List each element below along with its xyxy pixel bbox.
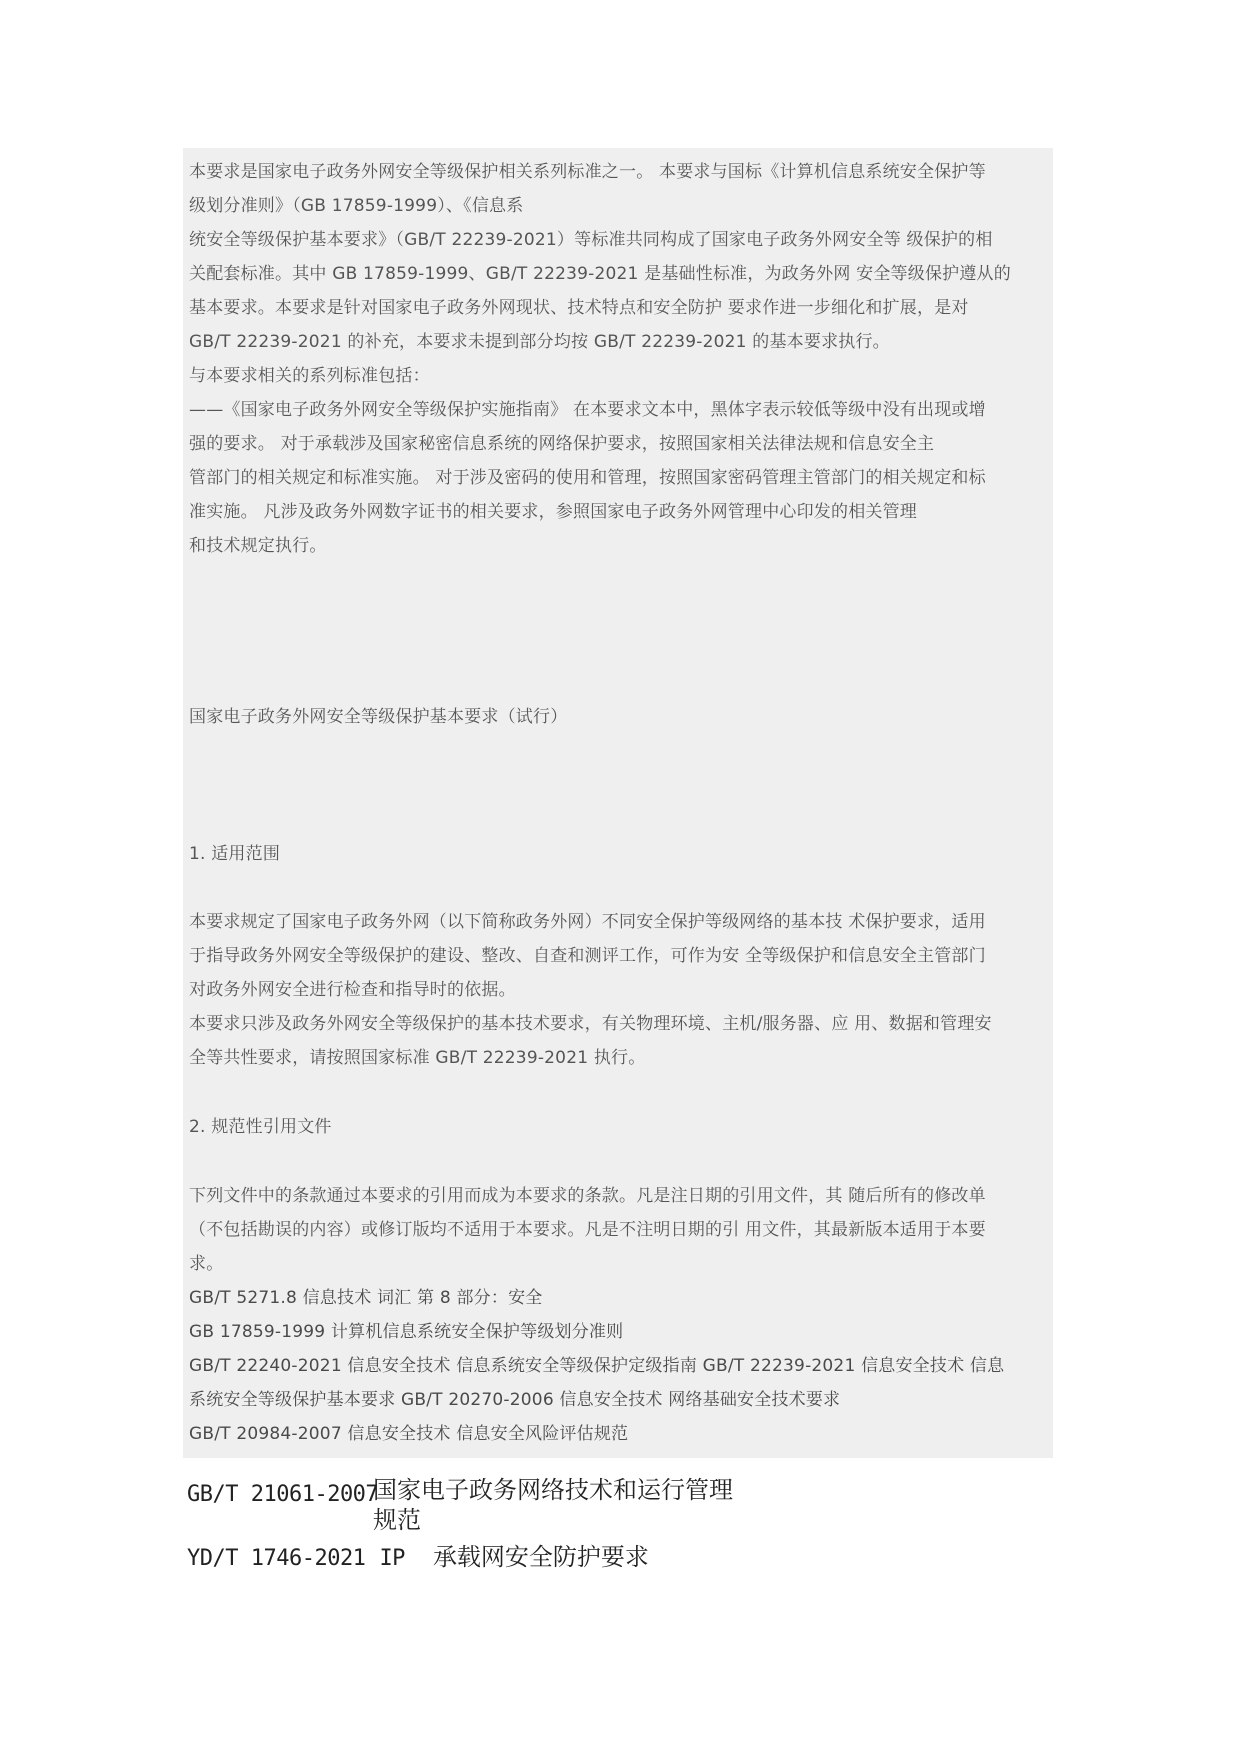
intro-line: 强的要求。 对于承载涉及国家秘密信息系统的网络保护要求，按照国家相关法律法规和信息安全主 — [189, 434, 935, 454]
reference-ydt-1746 — [187, 1542, 649, 1574]
reference-title-continued: 规范 — [373, 1506, 421, 1534]
section1-line: 全等共性要求，请按照国家标准 GB/T 22239-2021 执行。 — [189, 1048, 646, 1068]
intro-line: 级划分准则》（GB 17859-1999）、《信息系 — [189, 196, 524, 216]
intro-line: 关配套标准。其中 GB 17859-1999、GB/T 22239-2021 是基础性标准，为政务外网 安全等级保护遵从的 — [189, 264, 1011, 284]
section-heading-references: 2. 规范性引用文件 — [189, 1117, 332, 1137]
reference-title: 承载网安全防护要求 — [432, 1543, 649, 1571]
standard-reference: GB/T 22240-2021 信息安全技术 信息系统安全等级保护定级指南 GB/T 22239-2021 信息安全技术 信息 — [189, 1356, 1005, 1376]
standard-reference: GB/T 5271.8 信息技术 词汇 第 8 部分：安全 — [189, 1288, 543, 1308]
section1-line: 于指导政务外网安全等级保护的建设、整改、自查和测评工作，可作为安 全等级保护和信息安全主管部门 — [189, 946, 986, 966]
intro-line: 准实施。 凡涉及政务外网数字证书的相关要求，参照国家电子政务外网管理中心印发的相关管理 — [189, 502, 918, 522]
standard-reference: 系统安全等级保护基本要求 GB/T 20270-2006 信息安全技术 网络基础安全技术要求 — [189, 1390, 841, 1410]
section-heading-scope: 1. 适用范围 — [189, 844, 281, 864]
standard-reference: GB 17859-1999 计算机信息系统安全保护等级划分准则 — [189, 1322, 624, 1342]
reference-code: YD/T 1746-2021 — [187, 1546, 366, 1571]
intro-line: 与本要求相关的系列标准包括： — [189, 366, 430, 386]
section2-line: 下列文件中的条款通过本要求的引用而成为本要求的条款。凡是注日期的引用文件，其 随后所有的修改单 — [189, 1186, 986, 1206]
reference-gbt-21061 — [187, 1478, 378, 1510]
document-title: 国家电子政务外网安全等级保护基本要求（试行） — [189, 707, 568, 727]
standard-reference: GB/T 20984-2007 信息安全技术 信息安全风险评估规范 — [189, 1424, 629, 1444]
intro-line: 和技术规定执行。 — [189, 536, 327, 556]
reference-title: 国家电子政务网络技术和运行管理 — [373, 1476, 733, 1504]
intro-line: 基本要求。本要求是针对国家电子政务外网现状、技术特点和安全防护 要求作进一步细化和扩展，是对 — [189, 298, 969, 318]
intro-line: 本要求是国家电子政务外网安全等级保护相关系列标准之一。 本要求与国标《计算机信息系统安全保护等 — [189, 162, 986, 182]
intro-line: GB/T 22239-2021 的补充，本要求未提到部分均按 GB/T 22239-2021 的基本要求执行。 — [189, 332, 890, 352]
section1-line: 本要求规定了国家电子政务外网（以下简称政务外网）不同安全保护等级网络的基本技 术保护要求，适用 — [189, 912, 986, 932]
section1-line: 本要求只涉及政务外网安全等级保护的基本技术要求，有关物理环境、主机/服务器、应 用、数据和管理安 — [189, 1014, 992, 1034]
section2-line: （不包括勘误的内容）或修订版均不适用于本要求。凡是不注明日期的引 用文件，其最新版本适用于本要 — [189, 1220, 986, 1240]
intro-line: ——《国家电子政务外网安全等级保护实施指南》 在本要求文本中，黑体字表示较低等级中没有出现或增 — [189, 400, 986, 420]
intro-line: 统安全等级保护基本要求》（GB/T 22239-2021）等标准共同构成了国家电子政务外网安全等 级保护的相 — [189, 230, 993, 250]
section1-line: 对政务外网安全进行检查和指导时的依据。 — [189, 980, 516, 1000]
reference-ip-label: IP — [379, 1546, 405, 1571]
intro-line: 管部门的相关规定和标准实施。 对于涉及密码的使用和管理，按照国家密码管理主管部门的相关规定和标 — [189, 468, 986, 488]
section2-line: 求。 — [189, 1254, 224, 1274]
reference-code: GB/T 21061-2007 — [187, 1482, 379, 1507]
